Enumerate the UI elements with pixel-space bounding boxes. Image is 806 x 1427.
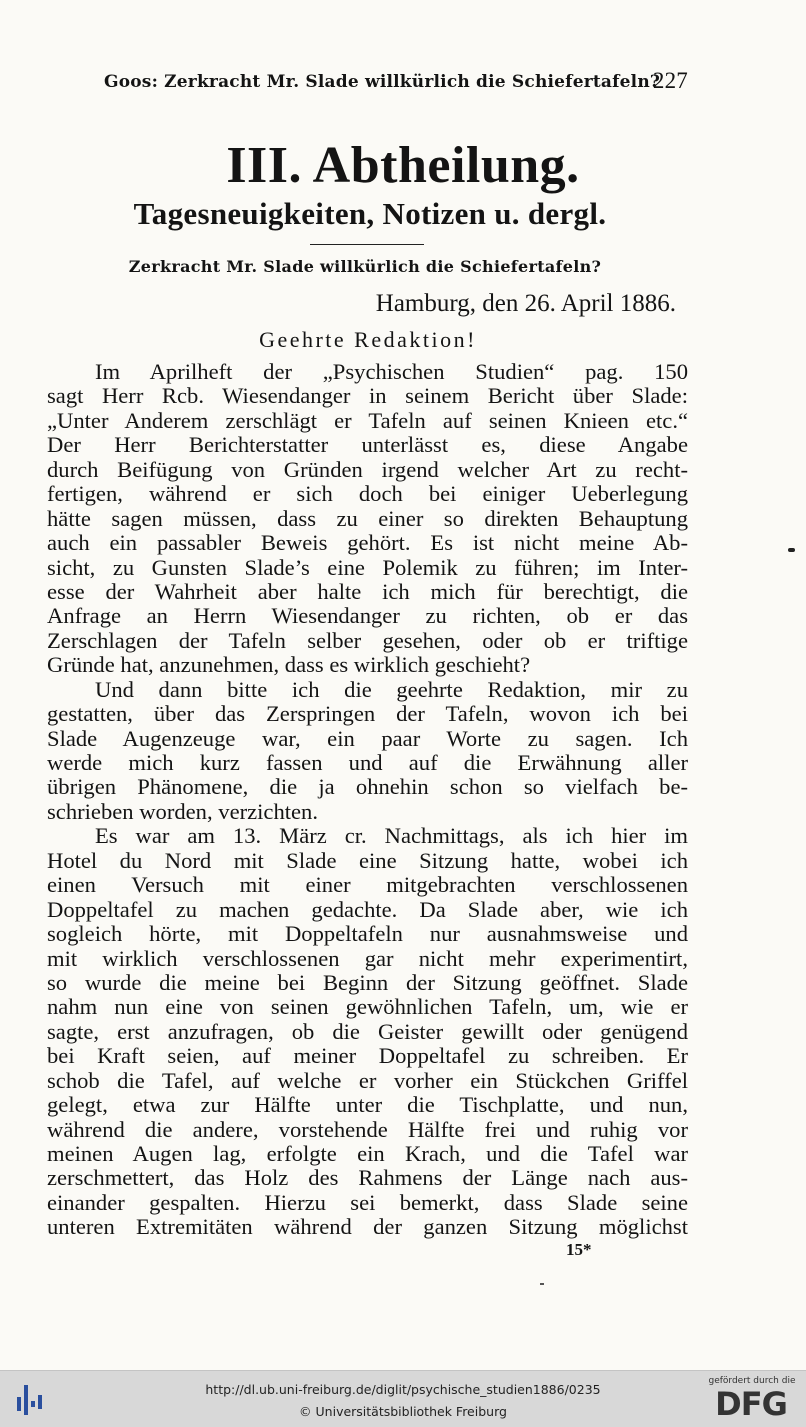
source-url-link[interactable]: http://dl.ub.uni-freiburg.de/diglit/psychische_studien1886/0235 <box>205 1382 601 1397</box>
body-line: einander gespalten. Hierzu sei bemerkt, dass Slade seine <box>47 1190 688 1215</box>
body-line: Hotel du Nord mit Slade eine Sitzung hatte, wobei ich <box>47 848 688 873</box>
body-line: während die andere, vorstehende Hälfte frei und ruhig vor <box>47 1117 688 1142</box>
body-line: gestatten, über das Zerspringen der Tafeln, wovon ich bei <box>47 702 688 727</box>
copyright-notice: © Universitätsbibliothek Freiburg <box>299 1404 507 1419</box>
body-line: nahm nun eine von seinen gewöhnlichen Tafeln, um, wie er <box>47 995 688 1020</box>
body-line: sagte, erst anzufragen, ob die Geister gewillt oder genügend <box>47 1019 688 1044</box>
body-line: unteren Extremitäten während der ganzen Sitzung möglichst <box>47 1215 688 1240</box>
title-rule <box>310 244 424 245</box>
body-line: Und dann bitte ich die geehrte Redaktion, mir zu <box>95 677 688 702</box>
running-head <box>104 68 688 98</box>
body-line: Anfrage an Herrn Wiesendanger zu richten, ob er das <box>47 604 688 629</box>
dfg-logo[interactable]: DFG <box>715 1385 787 1423</box>
viewer-footer <box>0 1370 806 1427</box>
body-line: Der Herr Berichterstatter unterlässt es, diese Angabe <box>47 433 688 458</box>
body-line: Slade Augenzeuge war, ein paar Worte zu sagen. Ich <box>47 726 688 751</box>
body-line: schrieben worden, verzichten. <box>47 799 319 824</box>
body-line: bei Kraft seien, auf meiner Doppeltafel zu schreiben. Er <box>47 1044 688 1069</box>
body-line: auch ein passabler Beweis gehört. Es ist nicht meine Ab- <box>47 531 688 556</box>
body-line: schob die Tafel, auf welche er vorher ein Stückchen Griffel <box>47 1068 688 1093</box>
article-title: Zerkracht Mr. Slade willkürlich die Schiefertafeln? <box>128 257 602 276</box>
article-body <box>47 360 688 1240</box>
body-line: übrigen Phänomene, die ja ohnehin schon so vielfach be- <box>47 775 688 800</box>
body-line: meinen Augen lag, erfolgte ein Krach, und die Tafel war <box>47 1142 688 1166</box>
body-line: Im Aprilheft der „Psychischen Studien“ pag. 150 <box>95 360 688 384</box>
body-line: „Unter Anderem zerschlägt er Tafeln auf seinen Knieen etc.“ <box>47 408 688 433</box>
body-line: so wurde die meine bei Beginn der Sitzung geöffnet. Slade <box>47 970 688 995</box>
section-title: III. Abtheilung. <box>226 137 580 194</box>
stray-mark <box>540 1283 544 1285</box>
margin-mark <box>788 548 795 552</box>
section-subtitle: Tagesneuigkeiten, Notizen u. dergl. <box>133 196 607 231</box>
body-line: fertigen, während er sich doch bei einiger Ueberlegung <box>47 482 688 507</box>
body-line: sicht, zu Gunsten Slade’s eine Polemik zu führen; im Inter- <box>47 555 688 580</box>
body-line: zerschmettert, das Holz des Rahmens der Länge nach aus- <box>47 1166 688 1191</box>
signature-mark: 15* <box>566 1240 592 1259</box>
body-line: einen Versuch mit einer mitgebrachten verschlossenen <box>47 873 688 898</box>
body-line: werde mich kurz fassen und auf die Erwähnung aller <box>47 751 688 775</box>
body-line: esse der Wahrheit aber halte ich mich für berechtigt, die <box>47 579 688 604</box>
running-head-title: Goos: Zerkracht Mr. Slade willkürlich die Schiefertafeln? <box>104 72 661 92</box>
dfg-caption: gefördert durch die <box>708 1376 796 1386</box>
body-line: sagt Herr Rcb. Wiesendanger in seinem Bericht über Slade: <box>47 384 688 409</box>
body-line: sogleich hörte, mit Doppeltafeln nur ausnahmsweise und <box>47 922 688 947</box>
salutation: Geehrte Redaktion! <box>259 327 477 352</box>
body-line: Doppeltafel zu machen gedachte. Da Slade aber, wie ich <box>47 897 688 922</box>
body-line: hätte sagen müssen, dass zu einer so direkten Behauptung <box>47 506 688 531</box>
body-line: Es war am 13. März cr. Nachmittags, als ich hier im <box>95 824 688 849</box>
page-number: 227 <box>652 68 688 93</box>
body-line: gelegt, etwa zur Hälfte unter die Tischplatte, und nun, <box>47 1093 688 1118</box>
body-line: mit wirklich verschlossenen gar nicht mehr experimentirt, <box>47 946 688 971</box>
body-line: Zerschlagen der Tafeln selber gesehen, oder ob er triftige <box>47 628 688 653</box>
body-line: Gründe hat, anzunehmen, dass es wirklich geschieht? <box>47 653 531 678</box>
dateline: Hamburg, den 26. April 1886. <box>375 290 676 317</box>
body-line: durch Beifügung von Gründen irgend welcher Art zu recht- <box>47 457 688 482</box>
